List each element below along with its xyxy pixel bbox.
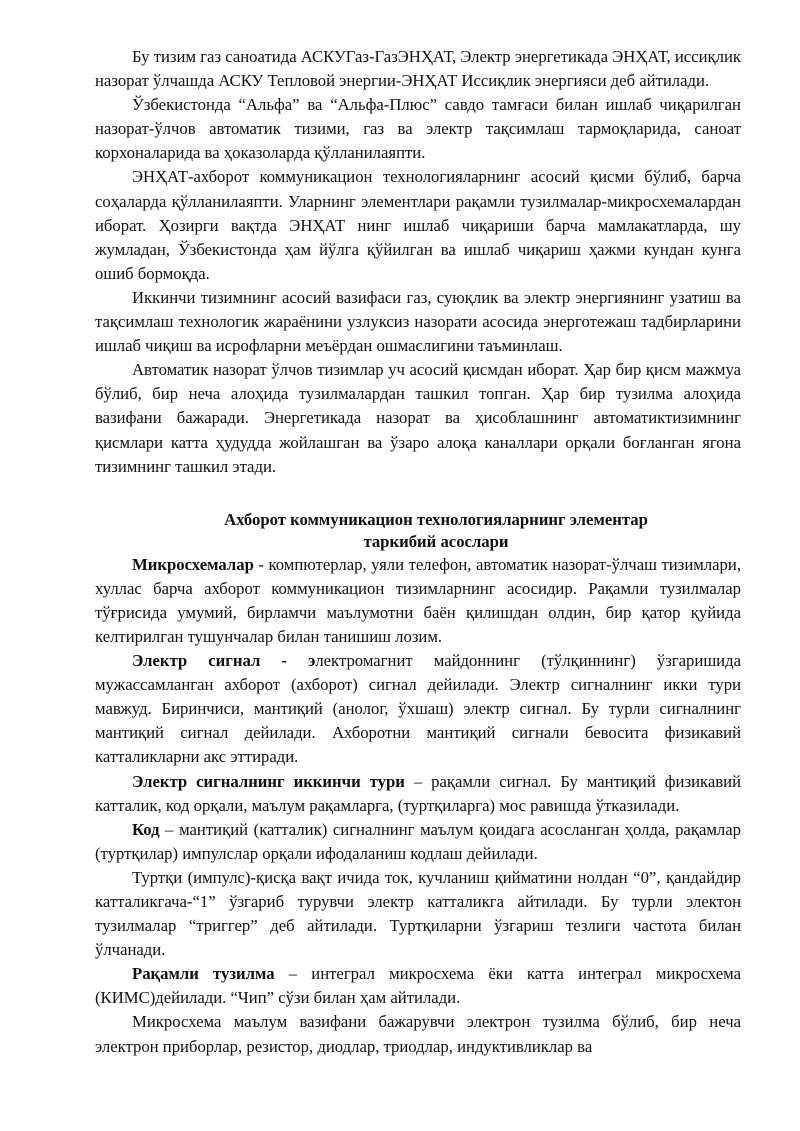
definition-term: Электр сигнал - э [132, 651, 316, 671]
paragraph: Автоматик назорат ўлчов тизимлар уч асосий қисмдан иборат. Ҳар бир қисм мажмуа бўлиб, бир неча алоҳида тузилмалардан ташкил топган. Ҳар бир тузилма алоҳида вазифани бажаради. Энергетикада назорат ва ҳисоблашнинг автоматиктизимнинг қисмлари катта ҳудудда жойлашган ва ўзаро алоқа каналлари орқали боғланган ягона тизимнинг ташкил этади. [95, 360, 741, 476]
definition-text: лектромагнит майдоннинг (тўлқиннинг) ўзгаришида мужассамланган ахборот (ахборот) сигнал дейилади. Электр сигналнинг икки тури мавжуд. Биринчиси, мантиқий (анолог, ўхшаш) электр сигнал. Бу турли сигналнинг мантиқий сигнал дейилади. Ахборотни мантиқий сигнали бевосита физикавий катталикларни акс эттиради. [95, 651, 741, 767]
paragraph: Ўзбекистонда “Альфа” ва “Альфа-Плюс” савдо тамғаси билан ишлаб чиқарилган назорат-ўлчов автоматик тизими, газ ва электр тақсимлаш тармоқларида, саноат корхоналарида ва ҳоказоларда қўлланилаяпти. [95, 95, 741, 163]
paragraph-text: Микросхема маълум вазифани бажарувчи электрон тузилма бўлиб, бир неча электрон приборлар, резистор, диодлар, триодлар, индуктивликлар ва [95, 1012, 741, 1056]
definition-text: – рақамли сигнал. Бу мантиқий физикавий катталик, код орқали, маълум рақамларга, (туртқиларга) мос равишда ўтказилади. [95, 771, 741, 815]
paragraph [95, 866, 741, 962]
paragraph: Иккинчи тизимнинг асосий вазифаси газ, суюқлик ва электр энергиянинг узатиш ва тақсимлаш технологик жараёнини узлуксиз назорати асосида энерготежаш тадбирларини ишлаб чиқиш ва исрофларни меъёрдан ошмаслигини таъминлаш. [95, 287, 741, 356]
definition-paragraph [95, 553, 741, 649]
section-heading [95, 509, 741, 553]
paragraph [95, 1010, 741, 1058]
document-page [95, 45, 741, 1059]
definition-paragraph [95, 649, 741, 769]
definition-term: Код [132, 819, 160, 839]
paragraph: ЭНҲАТ-ахборот коммуникацион технологияларнинг асосий қисми бўлиб, барча соҳаларда қўлланилаяпти. Уларнинг элементлари рақамли тузилмалар-микросхемалардан иборат. Ҳозирги вақтда ЭНҲАТ нинг ишлаб чиқариши барча мамлакатларда, шу жумладан, Ўзбекистонда ҳам йўлга қўйилган ва ишлаб чиқариш ҳажми кундан кунга ошиб бормоқда. [95, 167, 741, 283]
definition-paragraph [95, 770, 741, 818]
section-heading-line: Ахборот коммуникацион технологияларнинг элементар [224, 509, 648, 529]
paragraph-text: Туртқи (импулс)-қисқа вақт ичида ток, кучланиш қийматини нолдан “0”, қандайдир катталикгача-“1” ўзгариб турувчи электр катталикга айтилади. Бу турли электон тузилмалар “триггер” деб айтилади. Туртқиларни ўзгариш тезлиги частота билан ўлчанади. [95, 867, 741, 960]
definition-term: Рақамли тузилма [132, 964, 275, 984]
definition-paragraph [95, 962, 741, 1010]
definition-text: - компютерлар, уяли телефон, автоматик назорат-ўлчаш тизимлари, хуллас барча ахборот коммуникацион тизимларнинг асосидир. Рақамли тузилмалар тўғрисида умумий, бирламчи маълумотни баён қилишдан олдин, бир қатор қуйида келтирилган тушунчалар билан танишиш лозим. [95, 554, 741, 646]
definition-text: – мантиқий (катталик) сигналнинг маълум қоидага асосланган ҳолда, рақамлар (туртқилар) импулслар орқали ифодаланиш кодлаш дейилади. [95, 819, 741, 863]
definition-text: – интеграл микросхема ёки катта интеграл микросхема (КИМС)дейилади. “Чип” сўзи билан ҳам айтилади. [95, 964, 741, 1008]
paragraph: Бу тизим газ саноатида АСКУГаз-ГазЭНҲАТ, Электр энергетикада ЭНҲАТ, иссиқлик назорат ўлчашда АСКУ Тепловой энергии-ЭНҲАТ Иссиқлик энергияси деб айтилади. [95, 47, 741, 91]
definition-term: Электр сигналнинг иккинчи тури [132, 771, 405, 791]
section-heading-line: таркибий асослари [363, 531, 509, 551]
definition-term: Микросхемалар [132, 554, 254, 574]
definition-paragraph [95, 818, 741, 866]
